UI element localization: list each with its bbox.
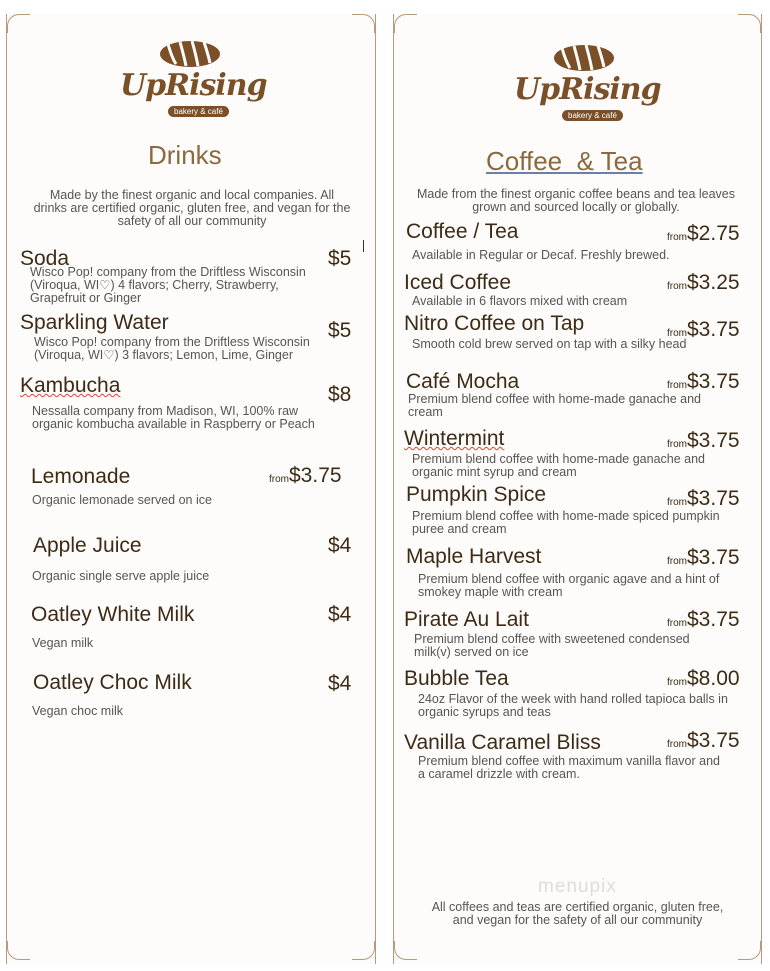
item-description: Available in Regular or Decaf. Freshly brewed. xyxy=(412,248,670,262)
item-price: $3.25 xyxy=(687,271,740,294)
item-description: Premium blend coffee with organic agave and a hint of smokey maple with cream xyxy=(418,572,720,599)
item-price: $3.75 xyxy=(687,370,740,393)
price-from-label: from xyxy=(269,474,289,485)
corner-ornament xyxy=(7,14,30,33)
item-description: Premium blend coffee with home-made spiced pumpkin puree and cream xyxy=(412,509,720,536)
item-price: $5 xyxy=(328,319,352,342)
item-price: $8 xyxy=(328,383,352,406)
item-price: $2.75 xyxy=(687,222,740,245)
item-price: $5 xyxy=(328,247,352,270)
item-name: Iced Coffee xyxy=(404,271,512,294)
item-name: Lemonade xyxy=(31,465,131,488)
brand-tagline: bakery & café xyxy=(168,106,229,117)
item-name: Oatley Choc Milk xyxy=(33,671,192,694)
item-description: Nessalla company from Madison, WI, 100% raw organic kombucha available in Raspberry or Peach xyxy=(32,404,315,431)
item-name: Vanilla Caramel Bliss xyxy=(404,731,601,754)
price-from-label: from xyxy=(667,439,687,450)
item-description: Vegan choc milk xyxy=(32,704,124,718)
coffee-outro: All coffees and teas are certified organic, gluten free, and vegan for the safety of all our community xyxy=(431,900,724,927)
bread-icon xyxy=(552,38,616,72)
price-from-label: from xyxy=(667,232,687,243)
brand-logo xyxy=(120,34,267,124)
price-from-label: from xyxy=(667,380,687,391)
bread-icon xyxy=(158,34,222,68)
item-description: Premium blend coffee with maximum vanilla flavor and a caramel drizzle with cream. xyxy=(418,754,720,781)
item-name: Coffee / Tea xyxy=(406,220,519,243)
price-from-label: from xyxy=(667,739,687,750)
item-description: Organic lemonade served on ice xyxy=(32,493,212,507)
corner-ornament xyxy=(352,14,375,33)
item-name: Soda xyxy=(20,247,70,270)
price-from-label: from xyxy=(667,497,687,508)
brand-name: UpRising xyxy=(120,68,267,103)
item-name: Pumpkin Spice xyxy=(406,483,547,506)
item-name: Pirate Au Lait xyxy=(404,608,529,631)
price-from-label: from xyxy=(667,618,687,629)
corner-ornament xyxy=(394,941,417,960)
item-name: Apple Juice xyxy=(33,534,142,557)
corner-ornament xyxy=(7,941,30,960)
item-description: Wisco Pop! company from the Driftless Wisconsin (Viroqua, WI♡) 3 flavors; Lemon, Lime, Ginger xyxy=(34,335,310,362)
brand-tagline: bakery & café xyxy=(562,110,623,121)
item-description: Smooth cold brew served on tap with a silky head xyxy=(412,337,687,351)
item-name: Café Mocha xyxy=(406,370,520,393)
item-description: Available in 6 flavors mixed with cream xyxy=(412,294,628,308)
watermark: menupix xyxy=(538,876,617,897)
corner-ornament xyxy=(352,941,375,960)
item-name: Nitro Coffee on Tap xyxy=(404,312,585,335)
item-price: $3.75 xyxy=(289,464,342,487)
brand-logo xyxy=(514,38,661,128)
drinks-intro: Made by the finest organic and local companies. All drinks are certified organic, gluten free, and vegan for the safety of all our community xyxy=(33,188,351,228)
price-from-label: from xyxy=(667,556,687,567)
item-description: Organic single serve apple juice xyxy=(32,569,210,583)
item-price: $4 xyxy=(328,672,352,695)
item-description: Vegan milk xyxy=(32,636,94,650)
item-price: $4 xyxy=(328,534,352,557)
item-name: Wintermint xyxy=(404,427,505,450)
price-from-label: from xyxy=(667,677,687,688)
price-from-label: from xyxy=(667,281,687,292)
item-description: Premium blend coffee with home-made ganache and cream xyxy=(408,392,701,419)
item-name: Sparkling Water xyxy=(20,311,169,334)
item-price: $3.75 xyxy=(687,729,740,752)
brand-name: UpRising xyxy=(514,72,661,107)
drinks-title: Drinks xyxy=(148,140,222,170)
item-price: $3.75 xyxy=(687,318,740,341)
item-description: Premium blend coffee with sweetened condensed milk(v) served on ice xyxy=(414,632,690,659)
item-description: Premium blend coffee with home-made ganache and organic mint syrup and cream xyxy=(412,452,705,479)
coffee-intro: Made from the finest organic coffee beans and tea leaves grown and sourced locally or globally. xyxy=(416,187,736,214)
corner-ornament xyxy=(738,941,761,960)
item-name: Bubble Tea xyxy=(404,667,509,690)
item-price: $4 xyxy=(328,603,352,626)
text-cursor xyxy=(363,240,364,252)
item-name: Maple Harvest xyxy=(406,545,542,568)
item-price: $3.75 xyxy=(687,546,740,569)
corner-ornament xyxy=(738,14,761,33)
corner-ornament xyxy=(394,14,417,33)
item-description: 24oz Flavor of the week with hand rolled tapioca balls in organic syrups and teas xyxy=(418,692,728,719)
coffee-tea-title: Coffee & Tea xyxy=(486,146,643,176)
item-name: Oatley White Milk xyxy=(31,603,195,626)
item-price: $8.00 xyxy=(687,667,740,690)
item-price: $3.75 xyxy=(687,429,740,452)
price-from-label: from xyxy=(667,328,687,339)
item-name: Kambucha xyxy=(20,374,121,397)
item-price: $3.75 xyxy=(687,487,740,510)
item-description: Wisco Pop! company from the Driftless Wisconsin (Viroqua, WI♡) 4 flavors; Cherry, Strawberry, Grapefruit or Ginger xyxy=(30,265,306,305)
item-price: $3.75 xyxy=(687,608,740,631)
